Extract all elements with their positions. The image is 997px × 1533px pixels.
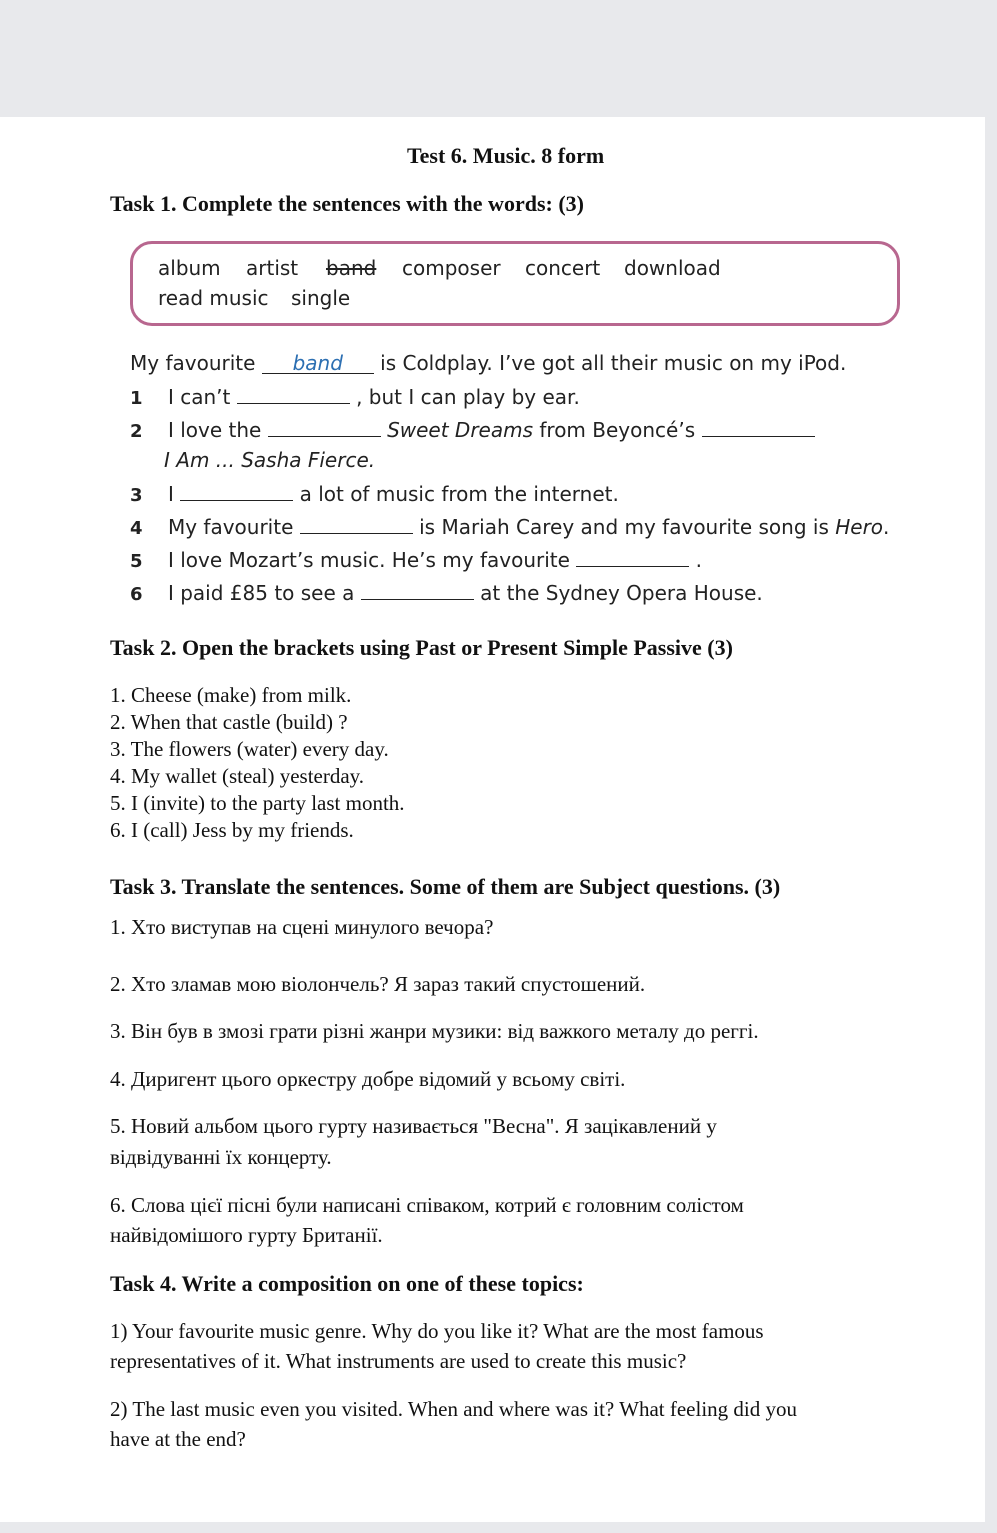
page-title: Test 6. Music. 8 form: [407, 143, 605, 168]
word-box: [130, 241, 900, 326]
answer-blank[interactable]: [237, 385, 350, 404]
task4-topic: 2) The last music even you visited. When and where was it? What feeling did you: [110, 1397, 797, 1421]
task3-item: 4. Диригент цього оркестру добре відомий у всьому світі.: [110, 1067, 626, 1091]
word-concert: concert: [525, 256, 601, 280]
word-composer: composer: [402, 256, 501, 280]
task3-item: 1. Хто виступав на сцені минулого вечора?: [110, 915, 494, 939]
task1-item-6: 6 I paid £85 to see a at the Sydney Opera House.: [130, 581, 763, 605]
task4-topic-continued: representatives of it. What instruments are used to create this music?: [110, 1349, 687, 1373]
task2-item: 1. Cheese (make) from milk.: [110, 683, 352, 707]
task1-item-2: 2 I love the Sweet Dreams from Beyoncé’s: [130, 418, 815, 442]
task2-item: 6. I (call) Jess by my friends.: [110, 818, 354, 842]
word-single: single: [291, 286, 351, 310]
task1-item-1: 1 I can’t , but I can play by ear.: [130, 385, 580, 409]
word-band: band: [326, 256, 377, 280]
answer-blank[interactable]: [300, 515, 413, 534]
task1-heading: Task 1. Complete the sentences with the words: (3): [110, 191, 584, 216]
task2-heading: Task 2. Open the brackets using Past or Present Simple Passive (3): [110, 635, 733, 660]
task2-item: 3. The flowers (water) every day.: [110, 737, 389, 761]
worksheet-page: [0, 117, 985, 1522]
answer-blank[interactable]: [361, 581, 474, 600]
task1-item-3: 3 I a lot of music from the internet.: [130, 482, 619, 506]
task3-item-continued: найвідомішого гурту Британії.: [110, 1223, 383, 1247]
task2-item: 4. My wallet (steal) yesterday.: [110, 764, 365, 788]
answer-blank[interactable]: [268, 418, 381, 437]
task1-item-4: 4 My favourite is Mariah Carey and my favourite song is Hero.: [130, 515, 890, 539]
example-answer: band: [292, 351, 343, 375]
task1-item-2-line2: I Am ... Sasha Fierce.: [164, 448, 376, 472]
word-read-music: read music: [158, 286, 269, 310]
task4-topic-continued: have at the end?: [110, 1427, 246, 1451]
answer-blank[interactable]: [180, 482, 293, 501]
answer-blank[interactable]: [702, 418, 815, 437]
word-download: download: [624, 256, 721, 280]
task3-item: 3. Він був в змозі грати різні жанри музики: від важкого металу до реггі.: [110, 1019, 759, 1043]
task2-item: 5. I (invite) to the party last month.: [110, 791, 405, 815]
task3-item: 6. Слова цієї пісні були написані співаком, котрий є головним солістом: [110, 1193, 744, 1217]
task3-item-continued: відвідуванні їх концерту.: [110, 1145, 332, 1169]
answer-blank[interactable]: [576, 548, 689, 567]
example-sentence: My favourite band is Coldplay. I’ve got all their music on my iPod.: [130, 351, 847, 375]
task3-heading: Task 3. Translate the sentences. Some of them are Subject questions. (3): [110, 874, 781, 899]
task3-item: 2. Хто зламав мою віолончель? Я зараз такий спустошений.: [110, 972, 646, 996]
word-album: album: [158, 256, 221, 280]
word-artist: artist: [246, 256, 299, 280]
task2-item: 2. When that castle (build) ?: [110, 710, 348, 734]
task4-topic: 1) Your favourite music genre. Why do you like it? What are the most famous: [110, 1319, 764, 1343]
task4-heading: Task 4. Write a composition on one of these topics:: [110, 1271, 584, 1296]
task3-item: 5. Новий альбом цього гурту називається "Весна". Я зацікавлений у: [110, 1114, 717, 1138]
task1-item-5: 5 I love Mozart’s music. He’s my favourite .: [130, 548, 703, 572]
